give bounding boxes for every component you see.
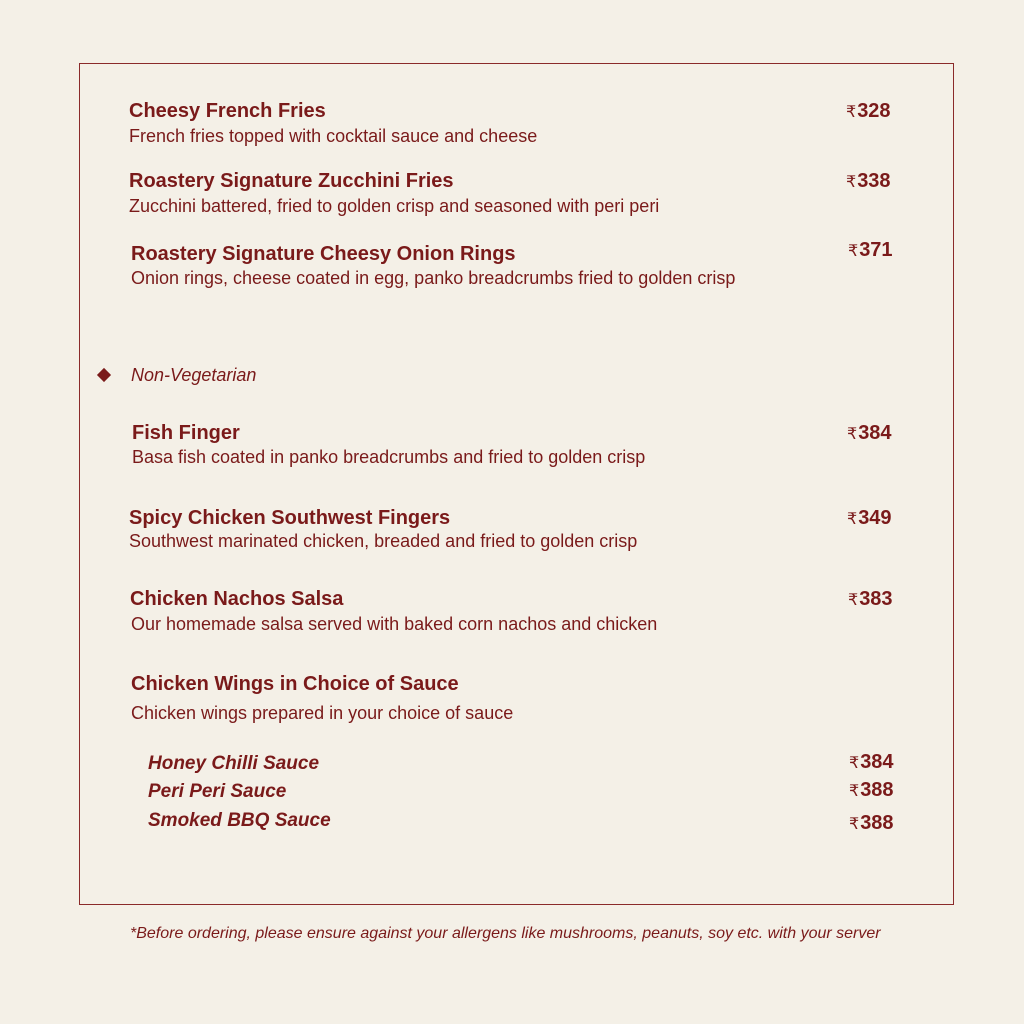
menu-item-price: [848, 588, 893, 611]
price-value: 388: [860, 812, 894, 834]
price-value: 383: [859, 588, 893, 610]
rupee-symbol: ₹: [849, 755, 860, 772]
menu-item-description: Onion rings, cheese coated in egg, panko breadcrumbs fried to golden crisp: [131, 268, 736, 288]
price-value: 388: [860, 779, 894, 801]
price-value: 338: [857, 170, 891, 192]
menu-item-description: Chicken wings prepared in your choice of sauce: [131, 703, 514, 723]
rupee-symbol: ₹: [848, 592, 859, 609]
menu-item-name: Chicken Wings in Choice of Sauce: [131, 673, 459, 695]
menu-item-price: [847, 422, 892, 445]
menu-item-description: Southwest marinated chicken, breaded and fried to golden crisp: [129, 531, 638, 551]
menu-item-name: Spicy Chicken Southwest Fingers: [129, 507, 451, 529]
sauce-option-price: [849, 812, 894, 835]
menu-item-name: Roastery Signature Cheesy Onion Rings: [131, 243, 516, 265]
rupee-symbol: ₹: [846, 104, 857, 121]
menu-item-description: French fries topped with cocktail sauce and cheese: [129, 126, 538, 146]
section-title-non-vegetarian: Non-Vegetarian: [131, 365, 257, 385]
menu-item-description: Basa fish coated in panko breadcrumbs and fried to golden crisp: [132, 447, 646, 467]
menu-item-name: Chicken Nachos Salsa: [130, 588, 344, 610]
menu-item-name: Fish Finger: [132, 422, 240, 444]
price-value: 328: [857, 100, 891, 122]
menu-item-price: [847, 507, 892, 530]
rupee-symbol: ₹: [846, 174, 857, 191]
rupee-symbol: ₹: [848, 243, 859, 260]
allergen-footnote: *Before ordering, please ensure against your allergens like mushrooms, peanuts, soy etc. with your server: [130, 925, 881, 942]
rupee-symbol: ₹: [849, 783, 860, 800]
menu-item-description: Zucchini battered, fried to golden crisp and seasoned with peri peri: [129, 196, 660, 216]
price-value: 371: [859, 239, 893, 261]
menu-item-name: Cheesy French Fries: [129, 100, 326, 122]
sauce-option-name: Honey Chilli Sauce: [148, 753, 320, 774]
sauce-option-price: [849, 779, 894, 802]
price-value: 349: [858, 507, 892, 529]
sauce-option-price: [849, 751, 894, 774]
menu-item-name: Roastery Signature Zucchini Fries: [129, 170, 454, 192]
rupee-symbol: ₹: [847, 426, 858, 443]
menu-item-price: [848, 239, 893, 262]
price-value: 384: [858, 422, 892, 444]
menu-item-price: [846, 170, 891, 193]
price-value: 384: [860, 751, 894, 773]
sauce-option-name: Smoked BBQ Sauce: [148, 810, 331, 831]
rupee-symbol: ₹: [849, 816, 860, 833]
rupee-symbol: ₹: [847, 511, 858, 528]
menu-item-price: [846, 100, 891, 123]
sauce-option-name: Peri Peri Sauce: [148, 781, 287, 802]
menu-item-description: Our homemade salsa served with baked corn nachos and chicken: [131, 614, 658, 634]
